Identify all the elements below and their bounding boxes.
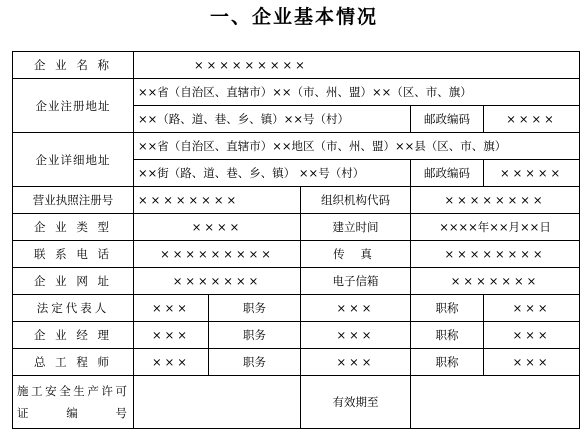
field-reg-address-line1[interactable]: ××省（自治区、直辖市）××（市、州、盟）××（区、市、旗） — [134, 79, 580, 106]
label-manager-position: 职务 — [209, 322, 301, 349]
label-fax: 传 真 — [301, 241, 411, 268]
field-manager-title[interactable]: ××× — [484, 322, 580, 349]
label-established: 建立时间 — [301, 214, 411, 241]
row-detail-address-1 — [13, 133, 580, 160]
label-chief-engineer-position: 职务 — [209, 349, 301, 376]
field-detail-postal[interactable]: ××××× — [484, 160, 580, 187]
row-enterprise-name — [13, 52, 580, 79]
field-legal-rep-title[interactable]: ××× — [484, 295, 580, 322]
label-enterprise-name: 企 业 名 称 — [13, 52, 134, 79]
label-chief-engineer-title: 职称 — [411, 349, 484, 376]
label-license: 营业执照注册号 — [13, 187, 134, 214]
field-established[interactable]: ××××年××月××日 — [411, 214, 580, 241]
field-enterprise-name[interactable]: ××××××××× — [134, 52, 580, 79]
row-type — [13, 214, 580, 241]
enterprise-info-table — [12, 51, 580, 429]
label-legal-rep-title: 职称 — [411, 295, 484, 322]
row-phone — [13, 241, 580, 268]
field-phone[interactable]: ××××××××× — [134, 241, 301, 268]
field-type[interactable]: ×××× — [134, 214, 301, 241]
field-email[interactable]: ××××××× — [411, 268, 580, 295]
label-manager: 企 业 经 理 — [13, 322, 134, 349]
label-type: 企 业 类 型 — [13, 214, 134, 241]
row-chief-engineer — [13, 349, 580, 376]
field-reg-address-line2[interactable]: ××（路、道、巷、乡、镇）××号（村） — [134, 106, 411, 133]
label-legal-rep-position: 职务 — [209, 295, 301, 322]
page-title: 一、企业基本情况 — [209, 6, 378, 28]
label-reg-address: 企业注册地址 — [13, 79, 134, 133]
row-legal-rep — [13, 295, 580, 322]
field-legal-rep-name[interactable]: ××× — [134, 295, 209, 322]
row-safety-permit — [13, 376, 580, 429]
field-manager-name[interactable]: ××× — [134, 322, 209, 349]
row-reg-address-1 — [13, 79, 580, 106]
field-website[interactable]: ××××××× — [134, 268, 301, 295]
label-safety-permit: 施工安全生产许可证编号 — [13, 376, 134, 429]
label-valid-until: 有效期至 — [301, 376, 411, 429]
field-fax[interactable]: ×××××××× — [411, 241, 580, 268]
field-safety-permit[interactable] — [134, 376, 301, 429]
row-manager — [13, 322, 580, 349]
label-detail-postal: 邮政编码 — [411, 160, 484, 187]
label-reg-postal: 邮政编码 — [411, 106, 484, 133]
field-detail-address-line1[interactable]: ××省（自治区、直辖市）××地区（市、州、盟）××县（区、市、旗） — [134, 133, 580, 160]
label-detail-address: 企业详细地址 — [13, 133, 134, 187]
field-manager-position[interactable]: ××× — [301, 322, 411, 349]
field-chief-engineer-position[interactable]: ××× — [301, 349, 411, 376]
row-license — [13, 187, 580, 214]
label-email: 电子信箱 — [301, 268, 411, 295]
field-valid-until[interactable] — [411, 376, 580, 429]
label-org-code: 组织机构代码 — [301, 187, 411, 214]
field-reg-postal[interactable]: ×××× — [484, 106, 580, 133]
field-org-code[interactable]: ×××××××× — [411, 187, 580, 214]
label-legal-rep: 法定代表人 — [13, 295, 134, 322]
label-manager-title: 职称 — [411, 322, 484, 349]
row-website — [13, 268, 580, 295]
label-chief-engineer: 总 工 程 师 — [13, 349, 134, 376]
field-chief-engineer-name[interactable]: ××× — [134, 349, 209, 376]
label-phone: 联 系 电 话 — [13, 241, 134, 268]
label-website: 企 业 网 址 — [13, 268, 134, 295]
field-legal-rep-position[interactable]: ××× — [301, 295, 411, 322]
field-license[interactable]: ×××××××× — [134, 187, 301, 214]
field-chief-engineer-title[interactable]: ××× — [484, 349, 580, 376]
field-detail-address-line2[interactable]: ××街（路、道、巷、乡、镇） ××号（村） — [134, 160, 411, 187]
